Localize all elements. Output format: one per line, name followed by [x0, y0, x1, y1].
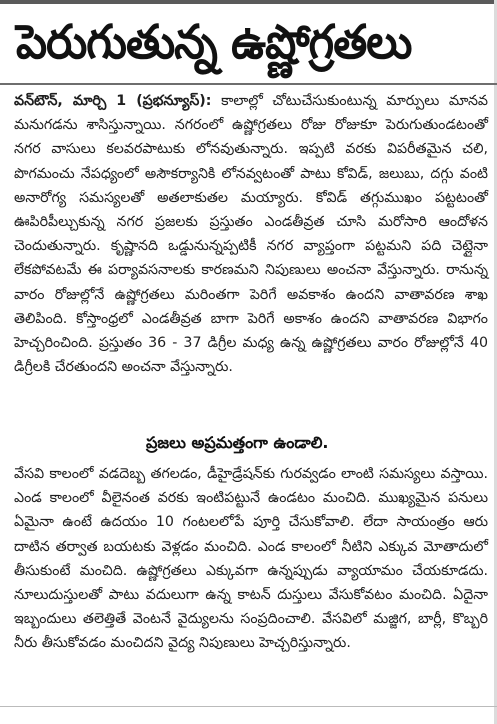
paragraph-1-text: కాలాల్లో చోటుచేసుకుంటున్న మార్పులు మానవ మనుగడను శాసిస్తున్నాయి. నగరంలో ఉష్ణోగ్రతలు రోజు రోజుకూ పెరుగుతుండటంతో నగర వాసులు కలవరపాటుకు లోనవుతున్నారు. ఇప్పటి వరకు విపరీతమైన చలి, పొగమంచు నేపధ్యంలో అసౌకర్యానికి లోనవ్వటంతో పాటు కోవిడ్, జలుబు, దగ్గు వంటి అనారోగ్య సమస్యలతో అతలాకుతల మయ్యారు. కోవిడ్ తగ్గుముఖం పట్టటంతో ఊపిరిపీల్చుకున్న నగర ప్రజలకు ప్రస్తుతం ఎండతీవ్రత చూసి మరోసారి ఆందోళన చెందుతున్నారు. కృష్ణానది ఒడ్డునున్నప్పటికీ నగర వ్యాప్తంగా పట్టమని పది చెట్లైనా లేకపోవటమే ఈ పర్యావసనాలకు కారణమని నిపుణులు అంచనా వేస్తున్నారు. రానున్న వారం రోజుల్లోనే ఉష్ణోగ్రతలు మరింతగా పెరిగే అవకాశం ఉందని వాతావరణ శాఖ తెలిపింది. కోస్తాంధ్రలో ఎండతీవ్రత బాగా పెరిగే అకాశం ఉందని వాతావరణ విభాగం హెచ్చరించింది. ప్రస్తుతం 36 - 37 డిగ్రీల మధ్య ఉన్న ఉష్ణోగ్రతలు వారం రోజుల్లోనే 40 డిగ్రీలకి చేరతుందని అంచనా వేస్తున్నారు.: [14, 93, 488, 376]
article-dateline: వన్‌టౌన్, మార్చి 1 (ప్రభన్యూస్):: [14, 93, 212, 109]
article-subheading: ప్రజలు అప్రమత్తంగా ఉండాలి.: [146, 433, 329, 452]
article-paragraph-2: వేసవి కాలంలో వడదెబ్బ తగలడం, డీహైడ్రేషన్‌కు గురవ్వడం లాంటి సమస్యలు వస్తాయి. ఎండ కాలంలో వీలైనంత వరకు ఇంటిపట్టునే ఉండటం మంచిది. ముఖ్యమైన పనులు ఏమైనా ఉంటే ఉదయం 10 గంటలలోపే పూర్తి చేసుకోవాలి. లేదా సాయంత్రం ఆరు దాటిన తర్వాత బయటకు వెళ్లడం మంచిది. ఎండ కాలంలో నీటిని ఎక్కువ మోతాదులో తీసుకుంటే మంచిది. ఉష్ణోగ్రతలు ఎక్కువగా ఉన్నప్పుడు వ్యాయామం చేయకూడదు. నూలుదుస్తులతో పాటు వదులుగా ఉన్న కాటన్ దుస్తులు వేసుకోవటం మంచిది. ఏదైనా ఇబ్బందులు తలెత్తితే వెంటనే వైద్యులను సంప్రదించాలి. వేసవిలో మజ్జిగ, బార్లీ, కొబ్బరి నీరు తీసుకోవడం మంచిదని వైద్య నిపుణులు హెచ్చరిస్తున్నారు.: [14, 466, 488, 652]
scan-top-edge: [0, 0, 497, 4]
article-paragraph-1: [14, 89, 488, 379]
bottom-divider: [0, 706, 497, 707]
headline-divider: [0, 83, 497, 85]
article-headline: పెరుగుతున్న ఉష్ణోగ్రతలు: [16, 15, 412, 70]
